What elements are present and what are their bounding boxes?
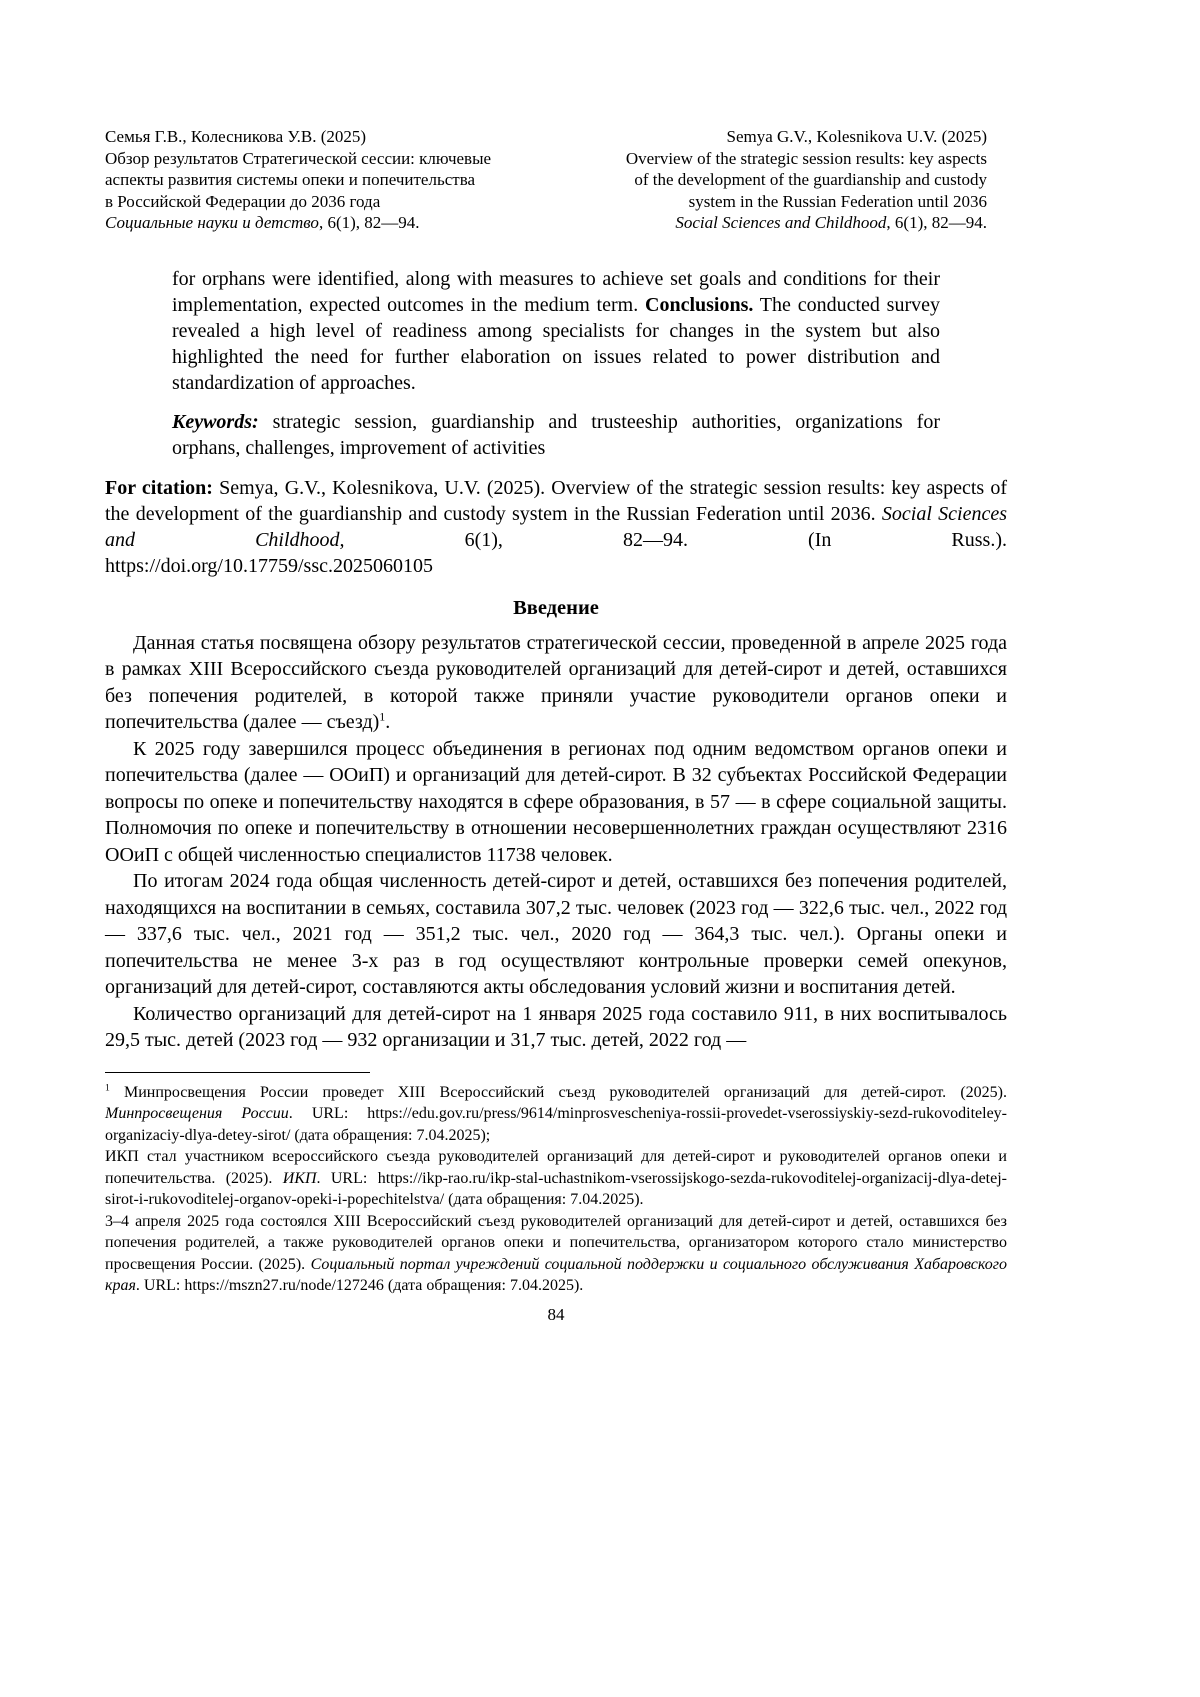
intro-paragraph-2: К 2025 году завершился процесс объединения в регионах под одним ведомством органов опеки и попечительства (далее — ООиП) и организаций для детей-сирот. В 32 субъектах Российской Федерации вопросы по опеке и попечительству находятся в сфере образования, в 57 — в сфере социальной защиты. Полномочия по опеке и попечительству в отношении несовершеннолетних граждан осуществляют 2316 ООиП с общей численностью специалистов 11738 человек.: [105, 737, 1007, 866]
footnote-1-text-1: Минпросвещения России проведет XIII Всероссийский съезд руководителей организаций для детей-сирот. (2025).: [109, 1083, 1007, 1101]
page-content: [105, 126, 1007, 1325]
for-citation-paragraph: [105, 475, 1007, 553]
ru-title-line-3: в Российской Федерации до 2036 года: [105, 191, 381, 211]
footnote-separator-rule: [105, 1072, 370, 1073]
intro-paragraph-3: По итогам 2024 года общая численность детей-сирот и детей, оставшихся без попечения родителей, находящихся на воспитании в семьях, составила 307,2 тыс. человек (2023 год — 322,6 тыс. чел., 2022 год — 337,6 тыс. чел., 2021 год — 351,2 тыс. чел., 2020 год — 364,3 тыс. чел.). Органы опеки и попечительства не менее 3-х раз в год осуществляют контрольные проверки семей опекунов, организаций для детей-сирот, составляются акты обследования условий жизни и воспитания детей.: [105, 870, 1007, 998]
footnote-3-text-1: 3–4 апреля 2025 года состоялся XIII Всероссийский съезд руководителей организаций для детей-сирот и детей, оставшихся без попечения родителей, а также руководителей органов опеки и попечительства, организатором которого стало министерство просвещения России. (2025).: [105, 1212, 1007, 1273]
footnote-2-text-1: ИКП стал участником всероссийского съезда руководителей организаций для детей-сирот и руководителей органов опеки и попечительства. (2025).: [105, 1148, 1007, 1187]
for-citation-text-1: Semya, G.V., Kolesnikova, U.V. (2025). Overview of the strategic session results: key aspects of the development of the guardianship and custody system in the Russian Federation until 2036.: [105, 476, 1008, 525]
keywords-paragraph: [172, 409, 940, 461]
ru-title-line-2: аспекты развития системы опеки и попечительства: [105, 170, 476, 189]
footnote-1-source: Минпросвещения России: [105, 1105, 289, 1122]
running-head-en: [626, 126, 1007, 234]
section-heading-introduction: Введение: [513, 596, 599, 619]
abstract-continuation: [172, 266, 940, 396]
page-number: 84: [547, 1304, 565, 1324]
keywords-text: strategic session, guardianship and trusteeship authorities, organizations for orphans, challenges, improvement of activities: [172, 410, 940, 459]
en-journal-issue: , 6(1), 82—94.: [886, 213, 987, 232]
abstract-text-post: The conducted survey revealed a high level of readiness among specialists for changes in the system but also highlighted the need for further elaboration on issues related to power distribution and standardization of approaches.: [172, 293, 940, 394]
for-citation-journal: Social Sciences and Childhood,: [105, 502, 1007, 551]
footnote-1-marker: 1: [105, 1082, 110, 1094]
footnote-2: [105, 1146, 1007, 1211]
footnote-3-source: Социальный портал учреждений социальной поддержки и социального обслуживания Хабаровского края: [105, 1255, 1007, 1294]
running-head: [105, 126, 1007, 234]
en-title-line-3: system in the Russian Federation until 2036: [688, 191, 987, 211]
en-journal-name: Social Sciences and Childhood: [675, 213, 887, 232]
footnote-3-text-2: . URL: https://mszn27.ru/node/127246 (дата обращения: 7.04.2025).: [135, 1277, 584, 1294]
ru-authors: Семья Г.В., Колесникова У.В. (2025): [105, 127, 367, 146]
ru-journal-name: Социальные науки и детство: [105, 213, 319, 232]
footnote-2-text-2: . URL: https://ikp-rao.ru/ikp-stal-uchastnikom-vserossijskogo-sezda-rukovoditelej-organizacij-dlya-detej-sirot-i-rukovoditelej-organov-opeki-i-popechitelstva/ (дата обращения: 7.04.2025).: [105, 1169, 1007, 1208]
footnotes-section: [105, 1072, 1007, 1297]
footnote-3: [105, 1211, 1007, 1297]
doi-link: https://doi.org/10.17759/ssc.2025060105: [105, 554, 433, 577]
ru-title-line-1: Обзор результатов Стратегической сессии: ключевые: [105, 148, 492, 168]
intro-p1-end: .: [385, 711, 391, 733]
keywords-label: Keywords:: [172, 410, 259, 433]
intro-paragraph-4: Количество организаций для детей-сирот на 1 января 2025 года составило 911, в них воспитывалось 29,5 тыс. детей (2023 год — 932 организации и 31,7 тыс. детей, 2022 год —: [105, 1002, 1007, 1051]
en-title-line-1: Overview of the strategic session results: key aspects: [625, 148, 987, 168]
for-citation-label: For citation:: [105, 476, 213, 499]
for-citation-text-2: 6(1), 82—94. (In Russ.).: [344, 528, 1008, 551]
abstract-block: [172, 266, 940, 461]
abstract-conclusions-label: Conclusions.: [645, 293, 754, 316]
abstract-text-pre: for orphans were identified, along with measures to achieve set goals and conditions for their implementation, expected outcomes in the medium term.: [172, 267, 940, 316]
footnote-ref-1: 1: [379, 709, 386, 724]
running-head-ru: [105, 126, 491, 234]
intro-paragraph-1: [105, 630, 1007, 736]
en-journal-ref: [626, 212, 987, 234]
footnote-2-source: ИКП: [282, 1169, 317, 1187]
en-authors: Semya G.V., Kolesnikova U.V. (2025): [726, 127, 987, 146]
ru-journal-issue: , 6(1), 82—94.: [318, 213, 420, 232]
intro-p1-text: Данная статья посвящена обзору результатов стратегической сессии, проведенной в апреле 2025 года в рамках XIII Всероссийского съезда руководителей организаций для детей-сирот и детей, оставшихся без попечения родителей, в которой также приняли участие руководители органов опеки и попечительства (далее — съезд): [105, 631, 1007, 733]
footnote-1-text-2: . URL: https://edu.gov.ru/press/9614/minprosvescheniya-rossii-provedet-vserossiyskiy-sezd-rukovoditeley-organizaciy-dlya-detey-sirot/ (дата обращения: 7.04.2025);: [105, 1105, 1008, 1144]
footnote-1: [105, 1082, 1007, 1147]
ru-journal-ref: [105, 212, 491, 234]
en-title-line-2: of the development of the guardianship and custody: [634, 170, 987, 189]
